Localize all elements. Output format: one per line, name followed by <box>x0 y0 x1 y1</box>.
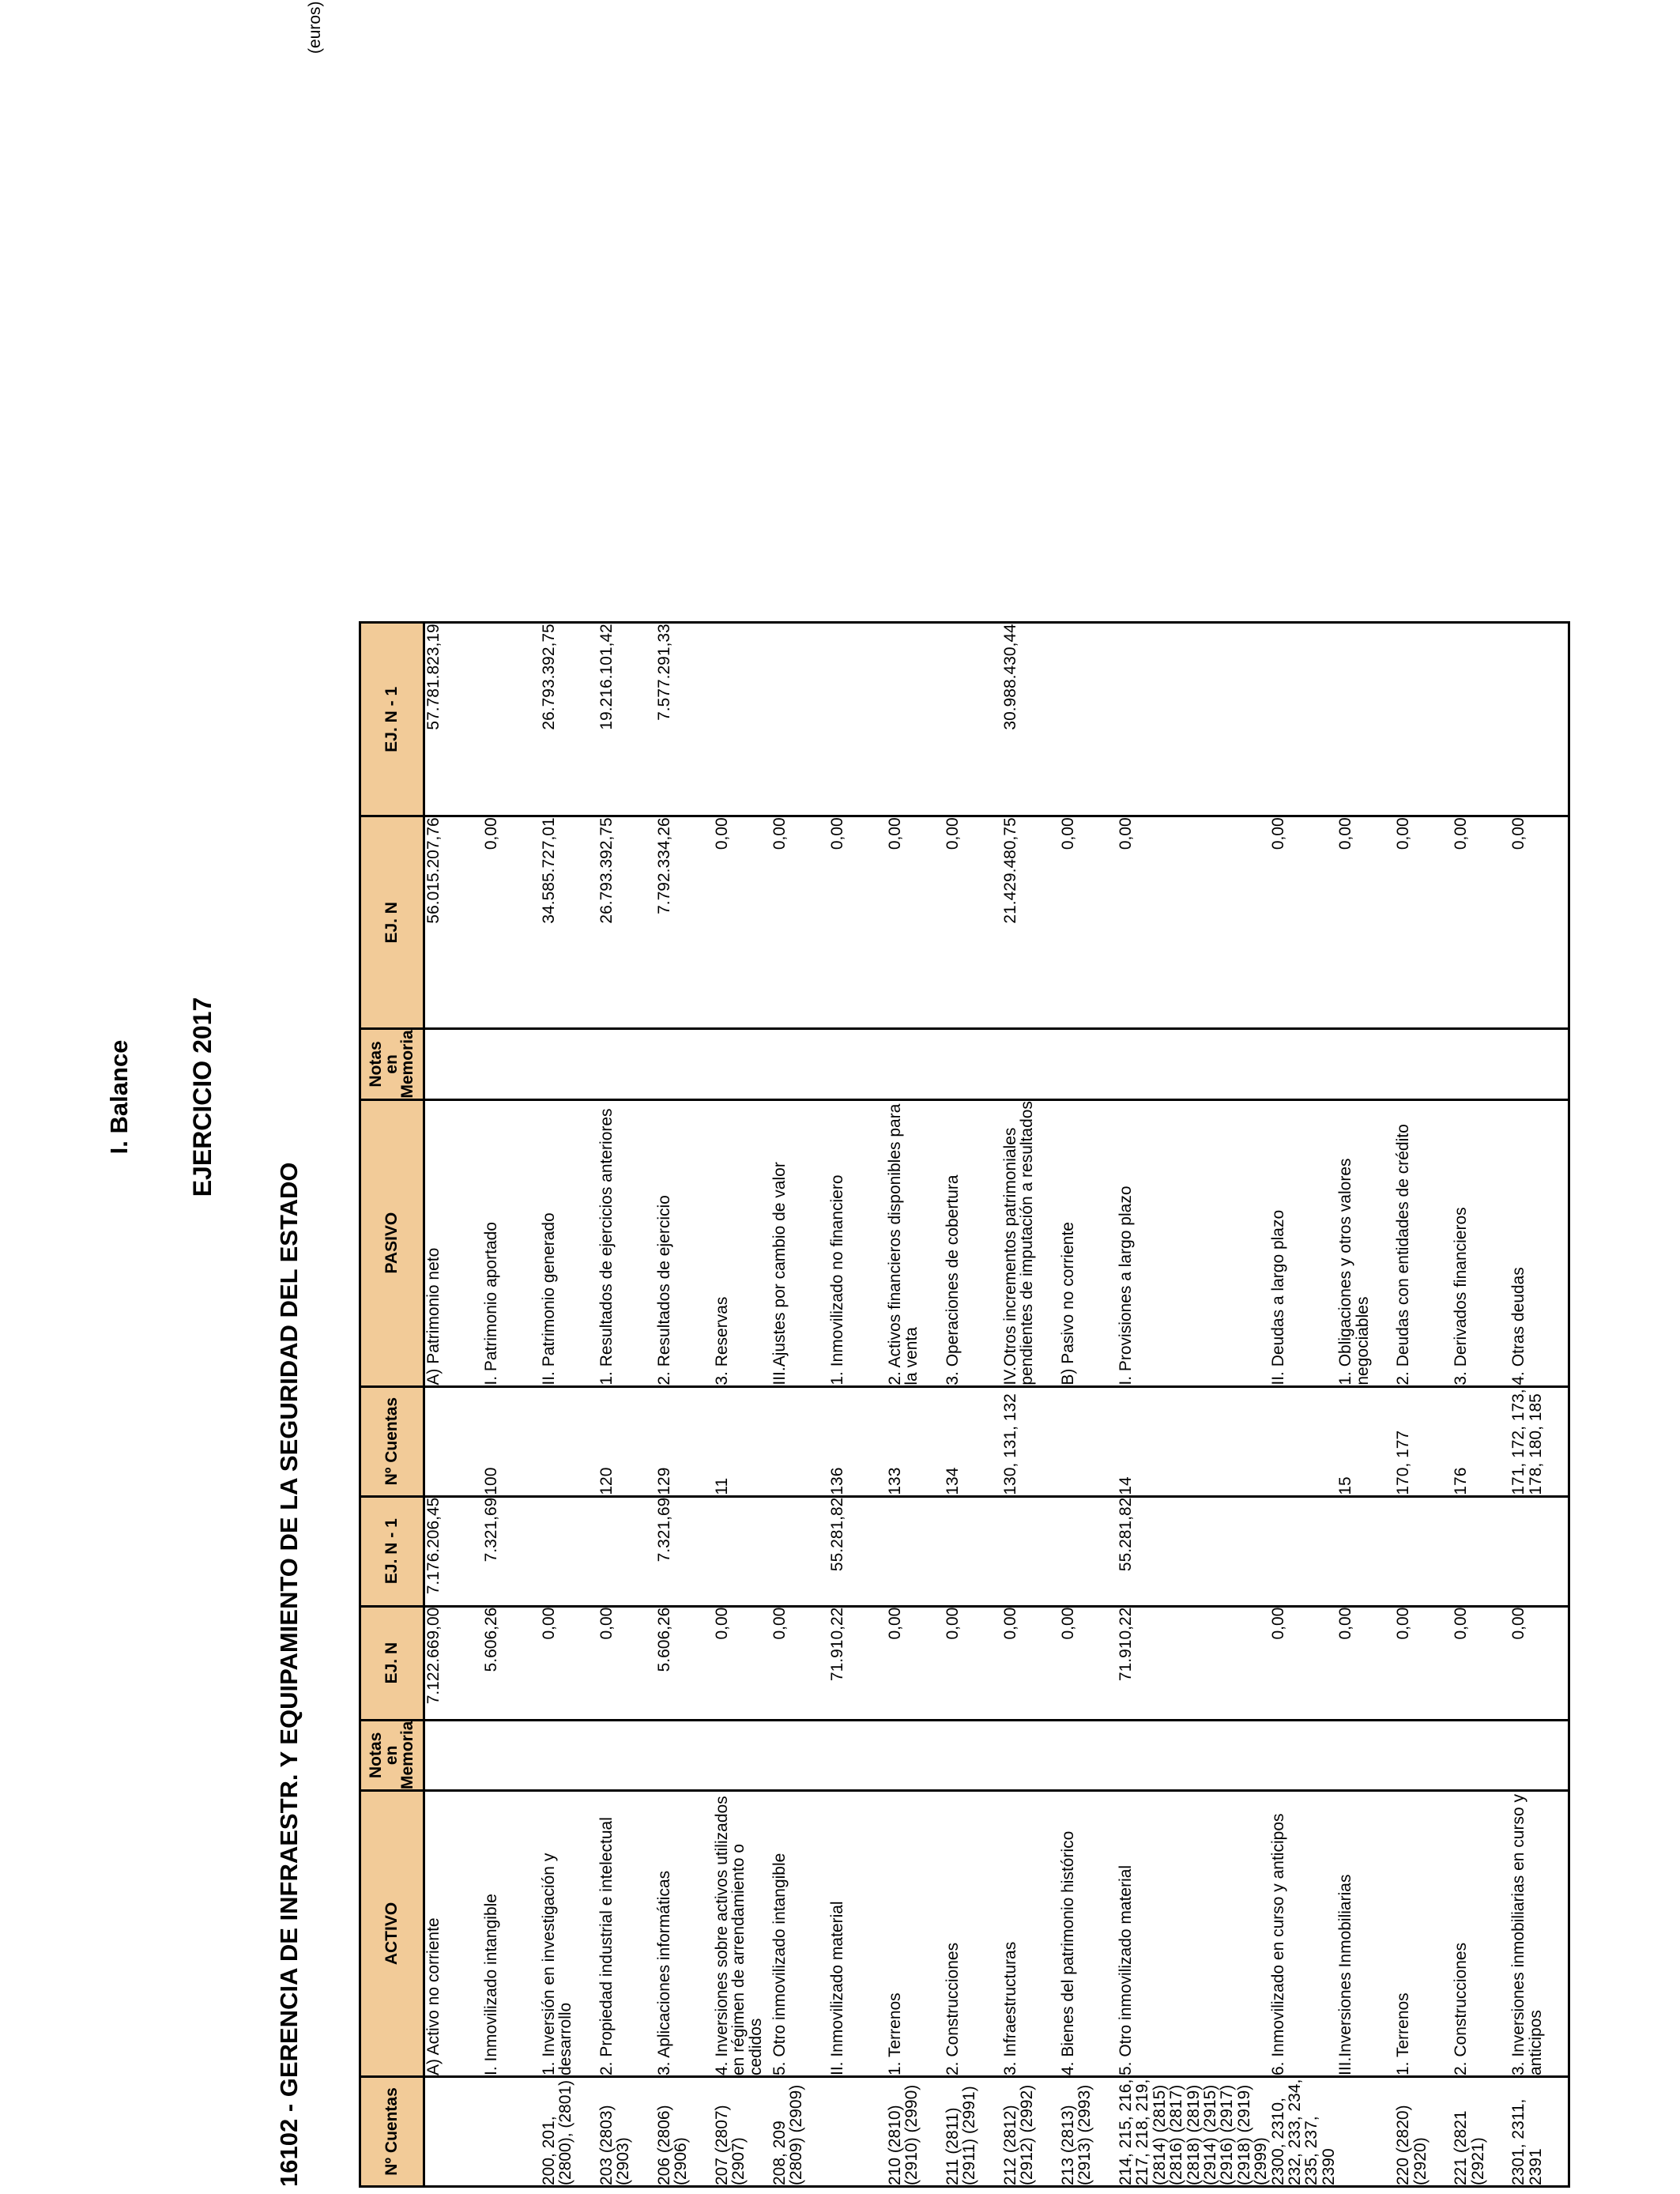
pasivo-ejn1-cell: 19.216.101,42 <box>598 623 656 816</box>
pasivo-cuentas-cell: 130, 131, 132 <box>1002 1386 1060 1496</box>
activo-concepto-cell: III.Inversiones Inmobiliarias <box>1337 1791 1395 2077</box>
activo-ejn1-cell <box>714 1496 771 1606</box>
activo-cuentas-cell <box>483 2077 541 2187</box>
activo-concepto-cell: 1. Inversión en investigación y desarrollo <box>541 1791 598 2077</box>
pasivo-ejn1-cell: 57.781.823,19 <box>424 623 484 816</box>
col-ejn-pasivo: EJ. N <box>360 816 424 1029</box>
activo-notas-cell <box>1510 1720 1569 1790</box>
activo-notas-cell <box>1060 1720 1117 1790</box>
table-row <box>829 623 887 2187</box>
col-pasivo: PASIVO <box>360 1099 424 1386</box>
activo-notas-cell <box>483 1720 541 1790</box>
pasivo-ejn1-cell: 7.577.291,33 <box>656 623 714 816</box>
activo-ejn-cell: 0,00 <box>1002 1606 1060 1720</box>
activo-cuentas-cell <box>829 2077 887 2187</box>
pasivo-concepto-cell: 2. Deudas con entidades de crédito <box>1395 1099 1452 1386</box>
pasivo-cuentas-cell <box>424 1386 484 1496</box>
pasivo-concepto-cell: 4. Otras deudas <box>1510 1099 1569 1386</box>
activo-concepto-cell: 2. Construcciones <box>944 1791 1002 2077</box>
pasivo-concepto-cell: 2. Resultados de ejercicio <box>656 1099 714 1386</box>
activo-ejn1-cell <box>771 1496 829 1606</box>
activo-notas-cell <box>771 1720 829 1790</box>
pasivo-cuentas-cell: 100 <box>483 1386 541 1496</box>
activo-cuentas-cell <box>1337 2077 1395 2187</box>
pasivo-cuentas-cell <box>771 1386 829 1496</box>
pasivo-ejn1-cell <box>1060 623 1117 816</box>
pasivo-ejn1-cell <box>887 623 944 816</box>
activo-ejn1-cell <box>944 1496 1002 1606</box>
pasivo-ejn1-cell <box>483 623 541 816</box>
pasivo-ejn-cell: 0,00 <box>1452 816 1510 1029</box>
activo-ejn1-cell: 55.281,82 <box>1117 1496 1270 1606</box>
pasivo-concepto-cell: 1. Obligaciones y otros valores negociables <box>1337 1099 1395 1386</box>
table-row <box>1002 623 1060 2187</box>
pasivo-concepto-cell: 3. Reservas <box>714 1099 771 1386</box>
pasivo-notas-cell <box>1060 1029 1117 1099</box>
pasivo-notas-cell <box>483 1029 541 1099</box>
pasivo-cuentas-cell: 129 <box>656 1386 714 1496</box>
activo-ejn1-cell <box>598 1496 656 1606</box>
activo-notas-cell <box>829 1720 887 1790</box>
activo-cuentas-cell: 213 (2813) (2913) (2993) <box>1060 2077 1117 2187</box>
activo-ejn-cell: 71.910,22 <box>829 1606 887 1720</box>
activo-ejn-cell: 0,00 <box>714 1606 771 1720</box>
activo-cuentas-cell <box>424 2077 484 2187</box>
pasivo-notas-cell <box>1510 1029 1569 1099</box>
pasivo-cuentas-cell: 133 <box>887 1386 944 1496</box>
activo-ejn-cell: 0,00 <box>1452 1606 1510 1720</box>
activo-notas-cell <box>1002 1720 1060 1790</box>
pasivo-notas-cell <box>1452 1029 1510 1099</box>
activo-notas-cell <box>1395 1720 1452 1790</box>
col-notas-pasivo: Notas en Memoria <box>360 1029 424 1099</box>
activo-concepto-cell: 1. Terrenos <box>887 1791 944 2077</box>
pasivo-concepto-cell: 1. Inmovilizado no financiero <box>829 1099 887 1386</box>
activo-ejn1-cell: 7.321,69 <box>656 1496 714 1606</box>
activo-ejn-cell: 0,00 <box>598 1606 656 1720</box>
pasivo-ejn-cell: 0,00 <box>944 816 1002 1029</box>
col-ejn1-pasivo: EJ. N - 1 <box>360 623 424 816</box>
activo-concepto-cell: 2. Propiedad industrial e intelectual <box>598 1791 656 2077</box>
activo-ejn-cell: 7.122.669,00 <box>424 1606 484 1720</box>
pasivo-notas-cell <box>714 1029 771 1099</box>
activo-concepto-cell: 3. Inversiones inmobiliarias en curso y anticipos <box>1510 1791 1569 2077</box>
pasivo-ejn-cell: 0,00 <box>1510 816 1569 1029</box>
pasivo-concepto-cell: 3. Derivados financieros <box>1452 1099 1510 1386</box>
pasivo-concepto-cell: 2. Activos financieros disponibles para la venta <box>887 1099 944 1386</box>
pasivo-cuentas-cell: 176 <box>1452 1386 1510 1496</box>
activo-ejn-cell: 5.606,26 <box>483 1606 541 1720</box>
pasivo-cuentas-cell: 14 <box>1117 1386 1270 1496</box>
pasivo-notas-cell <box>1117 1029 1270 1099</box>
header-row <box>360 623 424 2187</box>
pasivo-notas-cell <box>887 1029 944 1099</box>
pasivo-cuentas-cell: 134 <box>944 1386 1002 1496</box>
table-row <box>1060 623 1117 2187</box>
col-ejn1-activo: EJ. N - 1 <box>360 1496 424 1606</box>
activo-concepto-cell: 6. Inmovilizado en curso y anticipos <box>1270 1791 1338 2077</box>
balance-body <box>424 623 1569 2187</box>
pasivo-notas-cell <box>656 1029 714 1099</box>
activo-cuentas-cell: 2301, 2311, 2391 <box>1510 2077 1569 2187</box>
entity-name: 16102 - GERENCIA DE INFRAESTR. Y EQUIPAMIENTO DE LA SEGURIDAD DEL ESTADO <box>275 1162 303 2187</box>
pasivo-ejn-cell: 0,00 <box>483 816 541 1029</box>
pasivo-ejn1-cell <box>771 623 829 816</box>
pasivo-ejn1-cell <box>1117 623 1270 816</box>
pasivo-ejn-cell: 21.429.480,75 <box>1002 816 1060 1029</box>
activo-ejn1-cell: 7.321,69 <box>483 1496 541 1606</box>
pasivo-ejn-cell: 0,00 <box>1117 816 1270 1029</box>
activo-cuentas-cell: 2300, 2310, 232, 233, 234, 235, 237, 2390 <box>1270 2077 1338 2187</box>
activo-ejn-cell: 0,00 <box>1060 1606 1117 1720</box>
table-row <box>541 623 598 2187</box>
pasivo-ejn-cell: 0,00 <box>714 816 771 1029</box>
pasivo-concepto-cell: III.Ajustes por cambio de valor <box>771 1099 829 1386</box>
activo-ejn-cell: 0,00 <box>1395 1606 1452 1720</box>
pasivo-notas-cell <box>1270 1029 1338 1099</box>
activo-ejn1-cell <box>1395 1496 1452 1606</box>
activo-concepto-cell: 5. Otro inmovilizado intangible <box>771 1791 829 2077</box>
pasivo-notas-cell <box>771 1029 829 1099</box>
col-cuentas-pasivo: Nº Cuentas <box>360 1386 424 1496</box>
table-row <box>1117 623 1270 2187</box>
balance-table <box>359 621 1570 2188</box>
pasivo-ejn1-cell <box>829 623 887 816</box>
activo-cuentas-cell: 208, 209 (2809) (2909) <box>771 2077 829 2187</box>
pasivo-concepto-cell: A) Patrimonio neto <box>424 1099 484 1386</box>
activo-cuentas-cell: 211 (2811) (2911) (2991) <box>944 2077 1002 2187</box>
pasivo-ejn1-cell <box>1395 623 1452 816</box>
pasivo-concepto-cell: 3. Operaciones de cobertura <box>944 1099 1002 1386</box>
pasivo-ejn-cell: 0,00 <box>887 816 944 1029</box>
activo-cuentas-cell: 206 (2806) (2906) <box>656 2077 714 2187</box>
pasivo-concepto-cell: B) Pasivo no corriente <box>1060 1099 1117 1386</box>
pasivo-ejn1-cell <box>1270 623 1338 816</box>
pasivo-cuentas-cell: 120 <box>598 1386 656 1496</box>
pasivo-concepto-cell: II. Deudas a largo plazo <box>1270 1099 1338 1386</box>
activo-concepto-cell: 5. Otro inmovilizado material <box>1117 1791 1270 2077</box>
activo-cuentas-cell: 221 (2821 (2921) <box>1452 2077 1510 2187</box>
activo-ejn1-cell <box>1337 1496 1395 1606</box>
pasivo-cuentas-cell: 171, 172, 173, 178, 180, 185 <box>1510 1386 1569 1496</box>
pasivo-ejn1-cell <box>1337 623 1395 816</box>
pasivo-notas-cell <box>1337 1029 1395 1099</box>
activo-cuentas-cell: 220 (2820) (2920) <box>1395 2077 1452 2187</box>
table-row <box>1452 623 1510 2187</box>
activo-cuentas-cell: 203 (2803) (2903) <box>598 2077 656 2187</box>
activo-ejn1-cell <box>1060 1496 1117 1606</box>
table-row <box>598 623 656 2187</box>
currency-note: (euros) <box>306 1 324 54</box>
pasivo-ejn-cell: 0,00 <box>1337 816 1395 1029</box>
activo-ejn-cell: 0,00 <box>944 1606 1002 1720</box>
activo-notas-cell <box>1270 1720 1338 1790</box>
pasivo-ejn-cell: 56.015.207,76 <box>424 816 484 1029</box>
activo-concepto-cell: 4. Bienes del patrimonio histórico <box>1060 1791 1117 2077</box>
pasivo-ejn-cell: 7.792.334,26 <box>656 816 714 1029</box>
pasivo-ejn1-cell <box>1510 623 1569 816</box>
activo-cuentas-cell: 214, 215, 216, 217, 218, 219, (2814) (2815) (2816) (2817) (2818) (2819) (2914) (2915) (2916) (2917) (2918) (2919) (2999) <box>1117 2077 1270 2187</box>
table-row <box>1270 623 1338 2187</box>
activo-cuentas-cell: 210 (2810) (2910) (2990) <box>887 2077 944 2187</box>
activo-ejn-cell: 0,00 <box>771 1606 829 1720</box>
col-notas-activo: Notas en Memoria <box>360 1720 424 1790</box>
pasivo-ejn1-cell: 26.793.392,75 <box>541 623 598 816</box>
table-row <box>771 623 829 2187</box>
activo-concepto-cell: I. Inmovilizado intangible <box>483 1791 541 2077</box>
activo-notas-cell <box>887 1720 944 1790</box>
table-row <box>714 623 771 2187</box>
pasivo-cuentas-cell: 170, 177 <box>1395 1386 1452 1496</box>
table-row <box>1395 623 1452 2187</box>
pasivo-cuentas-cell: 136 <box>829 1386 887 1496</box>
pasivo-ejn1-cell: 30.988.430,44 <box>1002 623 1060 816</box>
activo-cuentas-cell: 200, 201, (2800), (2801) <box>541 2077 598 2187</box>
activo-notas-cell <box>424 1720 484 1790</box>
activo-concepto-cell: 1. Terrenos <box>1395 1791 1452 2077</box>
activo-concepto-cell: 2. Construcciones <box>1452 1791 1510 2077</box>
table-row <box>1510 623 1569 2187</box>
col-cuentas-activo: Nº Cuentas <box>360 2077 424 2187</box>
exercise-title: EJERCICIO 2017 <box>188 997 217 1197</box>
pasivo-concepto-cell: IV.Otros incrementos patrimoniales pendientes de imputación a resultados <box>1002 1099 1060 1386</box>
activo-ejn-cell: 0,00 <box>541 1606 598 1720</box>
activo-notas-cell <box>598 1720 656 1790</box>
activo-ejn1-cell <box>1510 1496 1569 1606</box>
activo-concepto-cell: 4. Inversiones sobre activos utilizados en régimen de arrendamiento o cedidos <box>714 1791 771 2077</box>
activo-ejn1-cell <box>541 1496 598 1606</box>
activo-ejn1-cell <box>1270 1496 1338 1606</box>
pasivo-cuentas-cell <box>1270 1386 1338 1496</box>
pasivo-notas-cell <box>829 1029 887 1099</box>
col-ejn-activo: EJ. N <box>360 1606 424 1720</box>
pasivo-ejn-cell: 0,00 <box>1060 816 1117 1029</box>
table-row <box>1337 623 1395 2187</box>
pasivo-cuentas-cell: 11 <box>714 1386 771 1496</box>
pasivo-cuentas-cell <box>1060 1386 1117 1496</box>
activo-ejn1-cell: 7.176.206,45 <box>424 1496 484 1606</box>
pasivo-ejn-cell: 34.585.727,01 <box>541 816 598 1029</box>
pasivo-notas-cell <box>1002 1029 1060 1099</box>
activo-ejn1-cell <box>1002 1496 1060 1606</box>
table-row <box>483 623 541 2187</box>
activo-notas-cell <box>1452 1720 1510 1790</box>
pasivo-ejn1-cell <box>1452 623 1510 816</box>
table-row <box>887 623 944 2187</box>
pasivo-notas-cell <box>1395 1029 1452 1099</box>
activo-ejn-cell: 0,00 <box>1270 1606 1338 1720</box>
activo-ejn-cell: 71.910,22 <box>1117 1606 1270 1720</box>
activo-ejn-cell: 0,00 <box>1337 1606 1395 1720</box>
activo-notas-cell <box>944 1720 1002 1790</box>
activo-notas-cell <box>1337 1720 1395 1790</box>
col-activo: ACTIVO <box>360 1791 424 2077</box>
pasivo-ejn1-cell <box>944 623 1002 816</box>
pasivo-ejn-cell: 0,00 <box>771 816 829 1029</box>
pasivo-ejn-cell: 0,00 <box>829 816 887 1029</box>
activo-concepto-cell: 3. Infraestructuras <box>1002 1791 1060 2077</box>
activo-concepto-cell: II. Inmovilizado material <box>829 1791 887 2077</box>
activo-ejn-cell: 0,00 <box>1510 1606 1569 1720</box>
pasivo-cuentas-cell: 15 <box>1337 1386 1395 1496</box>
pasivo-ejn-cell: 0,00 <box>1270 816 1338 1029</box>
activo-cuentas-cell: 207 (2807) (2907) <box>714 2077 771 2187</box>
pasivo-notas-cell <box>598 1029 656 1099</box>
pasivo-notas-cell <box>541 1029 598 1099</box>
activo-concepto-cell: 3. Aplicaciones informáticas <box>656 1791 714 2077</box>
pasivo-concepto-cell: I. Provisiones a largo plazo <box>1117 1099 1270 1386</box>
activo-ejn1-cell <box>1452 1496 1510 1606</box>
activo-ejn-cell: 5.606,26 <box>656 1606 714 1720</box>
activo-notas-cell <box>656 1720 714 1790</box>
pasivo-notas-cell <box>944 1029 1002 1099</box>
activo-notas-cell <box>1117 1720 1270 1790</box>
activo-notas-cell <box>714 1720 771 1790</box>
table-row <box>944 623 1002 2187</box>
activo-notas-cell <box>541 1720 598 1790</box>
activo-ejn1-cell <box>887 1496 944 1606</box>
page-title: I. Balance <box>105 1039 133 1155</box>
pasivo-notas-cell <box>424 1029 484 1099</box>
activo-cuentas-cell: 212 (2812) (2912) (2992) <box>1002 2077 1060 2187</box>
activo-ejn-cell: 0,00 <box>887 1606 944 1720</box>
pasivo-cuentas-cell <box>541 1386 598 1496</box>
activo-concepto-cell: A) Activo no corriente <box>424 1791 484 2077</box>
pasivo-ejn1-cell <box>714 623 771 816</box>
pasivo-concepto-cell: I. Patrimonio aportado <box>483 1099 541 1386</box>
activo-ejn1-cell: 55.281,82 <box>829 1496 887 1606</box>
pasivo-concepto-cell: 1. Resultados de ejercicios anteriores <box>598 1099 656 1386</box>
table-row <box>656 623 714 2187</box>
pasivo-ejn-cell: 26.793.392,75 <box>598 816 656 1029</box>
table-row <box>424 623 484 2187</box>
pasivo-ejn-cell: 0,00 <box>1395 816 1452 1029</box>
pasivo-concepto-cell: II. Patrimonio generado <box>541 1099 598 1386</box>
